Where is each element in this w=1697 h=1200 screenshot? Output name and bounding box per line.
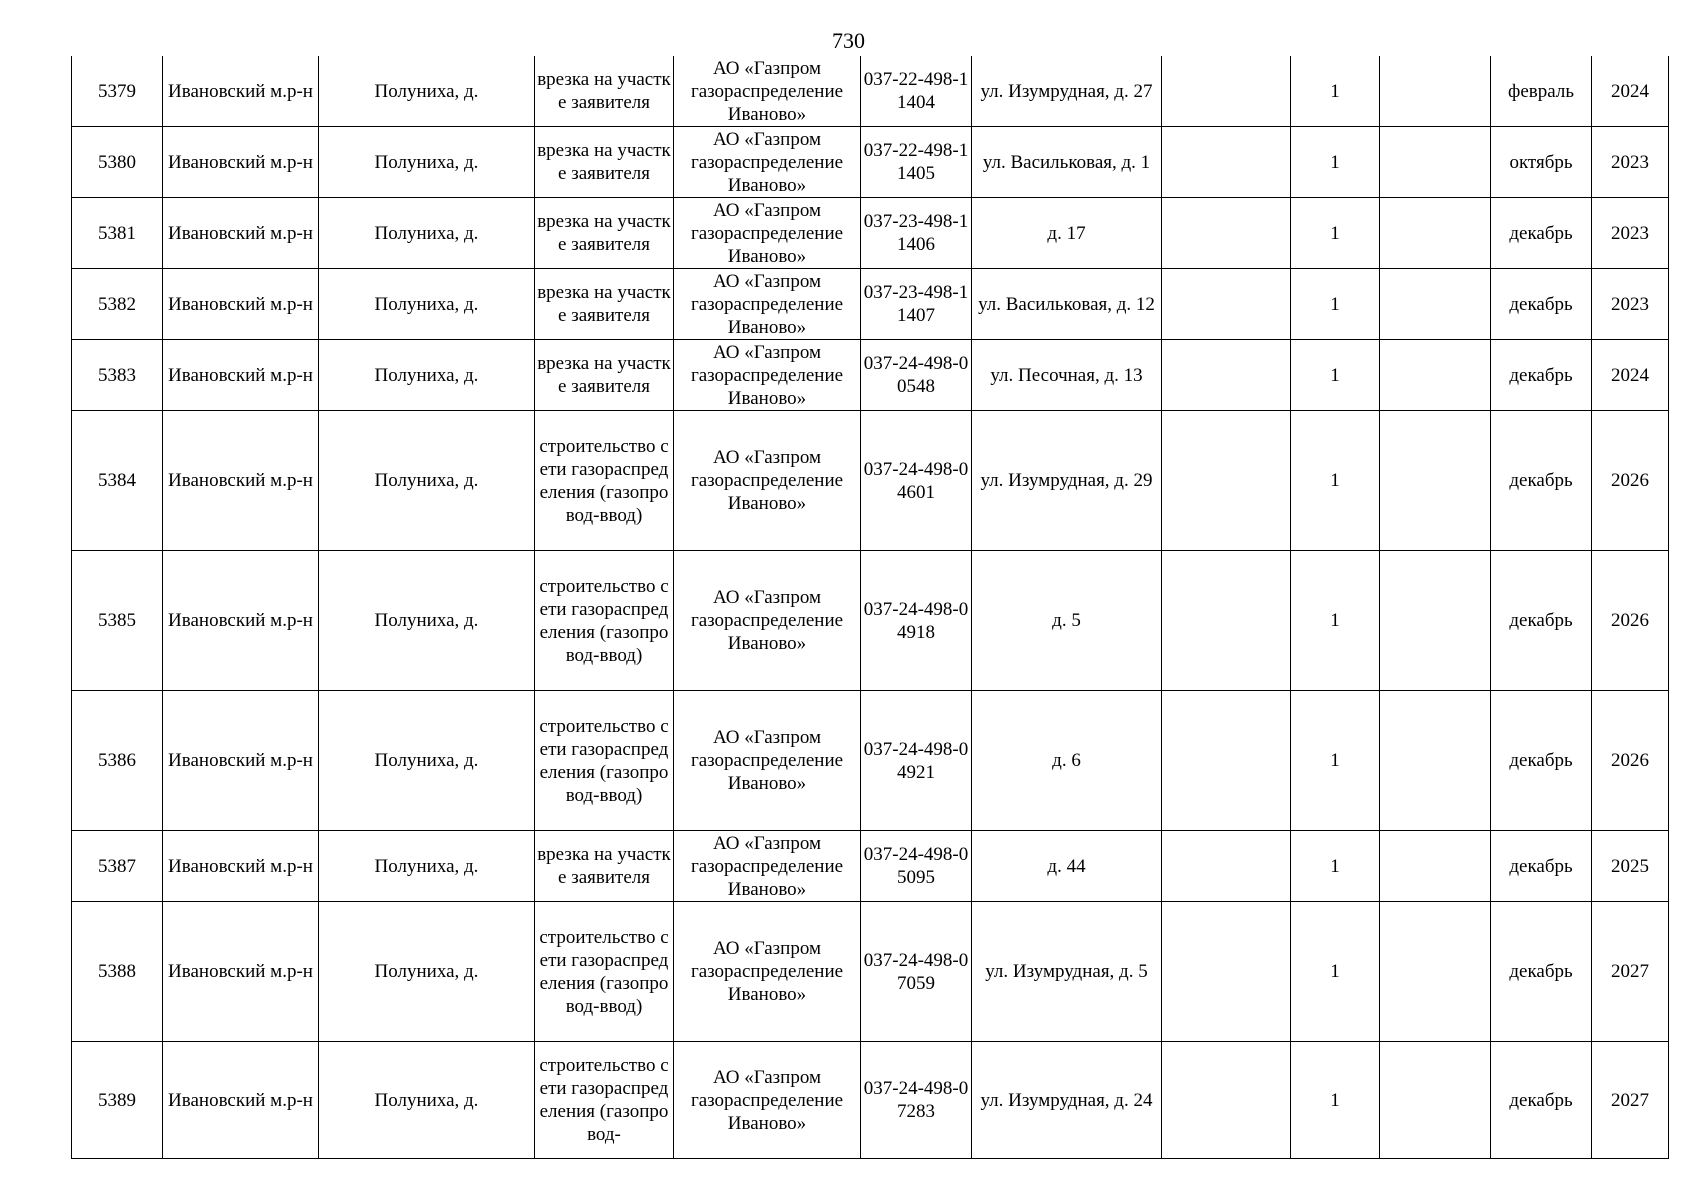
address-cell: ул. Изумрудная, д. 29 [972, 411, 1162, 551]
company-cell: АО «Газпром газораспределение Иваново» [674, 902, 861, 1042]
quantity-cell: 1 [1291, 1042, 1380, 1159]
empty-cell [1380, 902, 1491, 1042]
application-number-cell: 037-23-498-11407 [861, 269, 972, 340]
year-cell: 2026 [1592, 411, 1669, 551]
district-cell: Ивановский м.р-н [163, 198, 319, 269]
work-type-cell: врезка на участке заявителя [535, 269, 674, 340]
district-cell: Ивановский м.р-н [163, 127, 319, 198]
quantity-cell: 1 [1291, 56, 1380, 127]
month-cell: декабрь [1491, 340, 1592, 411]
table-row [72, 198, 1669, 269]
company-cell: АО «Газпром газораспределение Иваново» [674, 269, 861, 340]
row-number-cell: 5388 [72, 902, 163, 1042]
district-cell: Ивановский м.р-н [163, 902, 319, 1042]
quantity-cell: 1 [1291, 551, 1380, 691]
table-row [72, 551, 1669, 691]
table-body [72, 56, 1669, 1159]
table-row [72, 127, 1669, 198]
work-type-cell: врезка на участке заявителя [535, 340, 674, 411]
application-number-cell: 037-24-498-04918 [861, 551, 972, 691]
empty-cell [1380, 551, 1491, 691]
month-cell: декабрь [1491, 831, 1592, 902]
address-cell: ул. Песочная, д. 13 [972, 340, 1162, 411]
table-row [72, 56, 1669, 127]
empty-cell [1162, 691, 1291, 831]
settlement-cell: Полуниха, д. [319, 1042, 535, 1159]
year-cell: 2024 [1592, 340, 1669, 411]
month-cell: декабрь [1491, 691, 1592, 831]
empty-cell [1162, 551, 1291, 691]
empty-cell [1380, 831, 1491, 902]
empty-cell [1380, 198, 1491, 269]
work-type-cell: строительство сети газораспределения (газопровод- [535, 1042, 674, 1159]
settlement-cell: Полуниха, д. [319, 198, 535, 269]
empty-cell [1162, 411, 1291, 551]
row-number-cell: 5384 [72, 411, 163, 551]
application-number-cell: 037-24-498-07283 [861, 1042, 972, 1159]
address-cell: ул. Васильковая, д. 1 [972, 127, 1162, 198]
work-type-cell: врезка на участке заявителя [535, 127, 674, 198]
work-type-cell: строительство сети газораспределения (газопровод-ввод) [535, 551, 674, 691]
work-type-cell: врезка на участке заявителя [535, 831, 674, 902]
work-type-cell: врезка на участке заявителя [535, 198, 674, 269]
application-number-cell: 037-23-498-11406 [861, 198, 972, 269]
district-cell: Ивановский м.р-н [163, 411, 319, 551]
empty-cell [1380, 1042, 1491, 1159]
settlement-cell: Полуниха, д. [319, 551, 535, 691]
address-cell: ул. Изумрудная, д. 5 [972, 902, 1162, 1042]
year-cell: 2025 [1592, 831, 1669, 902]
empty-cell [1380, 56, 1491, 127]
year-cell: 2023 [1592, 127, 1669, 198]
company-cell: АО «Газпром газораспределение Иваново» [674, 1042, 861, 1159]
application-number-cell: 037-22-498-11405 [861, 127, 972, 198]
district-cell: Ивановский м.р-н [163, 691, 319, 831]
year-cell: 2026 [1592, 551, 1669, 691]
empty-cell [1162, 127, 1291, 198]
settlement-cell: Полуниха, д. [319, 340, 535, 411]
settlement-cell: Полуниха, д. [319, 691, 535, 831]
settlement-cell: Полуниха, д. [319, 411, 535, 551]
year-cell: 2024 [1592, 56, 1669, 127]
year-cell: 2023 [1592, 198, 1669, 269]
work-type-cell: строительство сети газораспределения (газопровод-ввод) [535, 691, 674, 831]
empty-cell [1162, 1042, 1291, 1159]
month-cell: декабрь [1491, 269, 1592, 340]
table-row [72, 691, 1669, 831]
application-number-cell: 037-24-498-07059 [861, 902, 972, 1042]
empty-cell [1380, 340, 1491, 411]
row-number-cell: 5387 [72, 831, 163, 902]
empty-cell [1162, 902, 1291, 1042]
quantity-cell: 1 [1291, 127, 1380, 198]
row-number-cell: 5385 [72, 551, 163, 691]
company-cell: АО «Газпром газораспределение Иваново» [674, 198, 861, 269]
district-cell: Ивановский м.р-н [163, 831, 319, 902]
page-number: 730 [832, 28, 865, 53]
quantity-cell: 1 [1291, 691, 1380, 831]
row-number-cell: 5386 [72, 691, 163, 831]
address-cell: д. 17 [972, 198, 1162, 269]
month-cell: октябрь [1491, 127, 1592, 198]
month-cell: декабрь [1491, 902, 1592, 1042]
month-cell: декабрь [1491, 198, 1592, 269]
settlement-cell: Полуниха, д. [319, 56, 535, 127]
table-row [72, 269, 1669, 340]
year-cell: 2027 [1592, 1042, 1669, 1159]
district-cell: Ивановский м.р-н [163, 1042, 319, 1159]
month-cell: декабрь [1491, 551, 1592, 691]
quantity-cell: 1 [1291, 411, 1380, 551]
empty-cell [1380, 269, 1491, 340]
empty-cell [1162, 340, 1291, 411]
settlement-cell: Полуниха, д. [319, 127, 535, 198]
empty-cell [1162, 831, 1291, 902]
table-row [72, 411, 1669, 551]
address-cell: д. 5 [972, 551, 1162, 691]
empty-cell [1162, 269, 1291, 340]
company-cell: АО «Газпром газораспределение Иваново» [674, 340, 861, 411]
row-number-cell: 5379 [72, 56, 163, 127]
application-number-cell: 037-22-498-11404 [861, 56, 972, 127]
settlement-cell: Полуниха, д. [319, 902, 535, 1042]
district-cell: Ивановский м.р-н [163, 340, 319, 411]
row-number-cell: 5382 [72, 269, 163, 340]
company-cell: АО «Газпром газораспределение Иваново» [674, 551, 861, 691]
quantity-cell: 1 [1291, 831, 1380, 902]
quantity-cell: 1 [1291, 269, 1380, 340]
table-row [72, 340, 1669, 411]
table-row [72, 902, 1669, 1042]
row-number-cell: 5381 [72, 198, 163, 269]
year-cell: 2027 [1592, 902, 1669, 1042]
application-number-cell: 037-24-498-04921 [861, 691, 972, 831]
quantity-cell: 1 [1291, 902, 1380, 1042]
quantity-cell: 1 [1291, 198, 1380, 269]
row-number-cell: 5389 [72, 1042, 163, 1159]
company-cell: АО «Газпром газораспределение Иваново» [674, 831, 861, 902]
quantity-cell: 1 [1291, 340, 1380, 411]
district-cell: Ивановский м.р-н [163, 551, 319, 691]
row-number-cell: 5380 [72, 127, 163, 198]
table-row [72, 1042, 1669, 1159]
district-cell: Ивановский м.р-н [163, 56, 319, 127]
application-number-cell: 037-24-498-00548 [861, 340, 972, 411]
empty-cell [1380, 691, 1491, 831]
year-cell: 2026 [1592, 691, 1669, 831]
work-type-cell: врезка на участке заявителя [535, 56, 674, 127]
month-cell: декабрь [1491, 411, 1592, 551]
company-cell: АО «Газпром газораспределение Иваново» [674, 691, 861, 831]
company-cell: АО «Газпром газораспределение Иваново» [674, 411, 861, 551]
settlement-cell: Полуниха, д. [319, 831, 535, 902]
work-type-cell: строительство сети газораспределения (газопровод-ввод) [535, 411, 674, 551]
connections-table [71, 56, 1669, 1159]
empty-cell [1162, 56, 1291, 127]
empty-cell [1380, 127, 1491, 198]
address-cell: ул. Изумрудная, д. 27 [972, 56, 1162, 127]
address-cell: ул. Изумрудная, д. 24 [972, 1042, 1162, 1159]
address-cell: ул. Васильковая, д. 12 [972, 269, 1162, 340]
month-cell: декабрь [1491, 1042, 1592, 1159]
company-cell: АО «Газпром газораспределение Иваново» [674, 56, 861, 127]
table-row [72, 831, 1669, 902]
settlement-cell: Полуниха, д. [319, 269, 535, 340]
application-number-cell: 037-24-498-04601 [861, 411, 972, 551]
year-cell: 2023 [1592, 269, 1669, 340]
month-cell: февраль [1491, 56, 1592, 127]
empty-cell [1380, 411, 1491, 551]
address-cell: д. 6 [972, 691, 1162, 831]
company-cell: АО «Газпром газораспределение Иваново» [674, 127, 861, 198]
row-number-cell: 5383 [72, 340, 163, 411]
district-cell: Ивановский м.р-н [163, 269, 319, 340]
work-type-cell: строительство сети газораспределения (газопровод-ввод) [535, 902, 674, 1042]
empty-cell [1162, 198, 1291, 269]
application-number-cell: 037-24-498-05095 [861, 831, 972, 902]
address-cell: д. 44 [972, 831, 1162, 902]
